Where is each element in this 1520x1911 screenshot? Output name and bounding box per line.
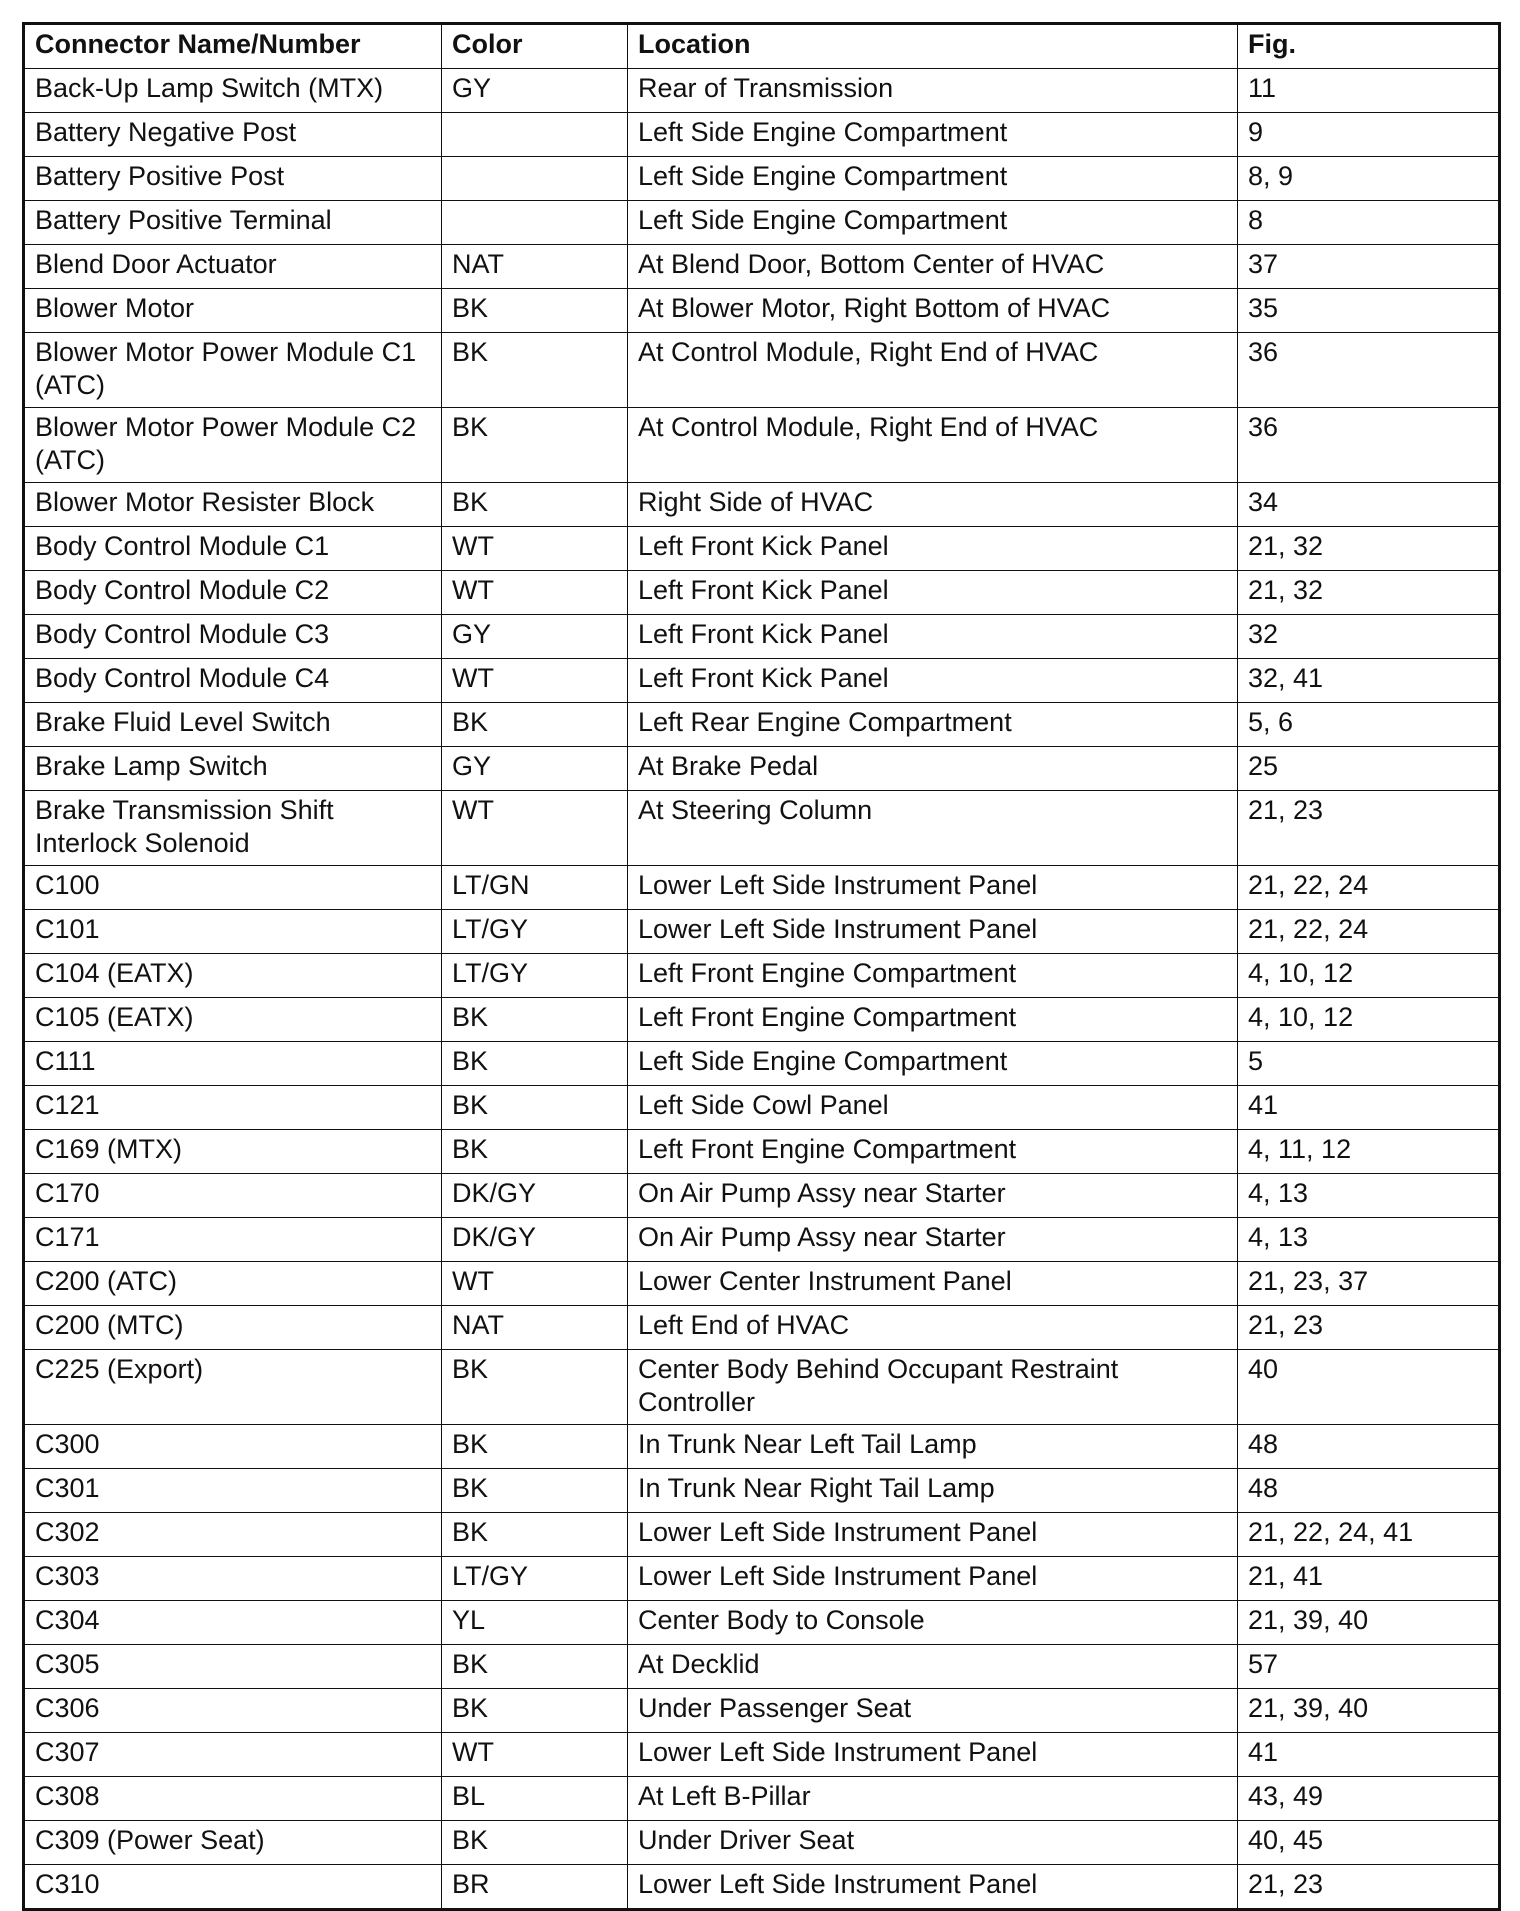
cell-color: WT [442,791,628,866]
cell-fig: 4, 13 [1238,1174,1500,1218]
table-row [24,527,1500,571]
cell-color: LT/GY [442,910,628,954]
cell-connector-name: Brake Transmission Shift Interlock Solenoid [24,791,442,866]
table-row [24,954,1500,998]
cell-fig: 4, 13 [1238,1218,1500,1262]
cell-fig: 5 [1238,1042,1500,1086]
cell-location: Left Side Engine Compartment [628,1042,1238,1086]
cell-color: BK [442,998,628,1042]
table-row [24,1733,1500,1777]
cell-connector-name: C305 [24,1645,442,1689]
cell-location: Lower Left Side Instrument Panel [628,1557,1238,1601]
table-row [24,1689,1500,1733]
cell-color: BK [442,1130,628,1174]
cell-connector-name: Brake Lamp Switch [24,747,442,791]
cell-location: At Decklid [628,1645,1238,1689]
cell-location: Left Side Engine Compartment [628,157,1238,201]
header-row [24,24,1500,69]
cell-connector-name: Battery Negative Post [24,113,442,157]
cell-color: GY [442,615,628,659]
table-row [24,1086,1500,1130]
table-row [24,1425,1500,1469]
table-row [24,747,1500,791]
cell-connector-name: Body Control Module C1 [24,527,442,571]
cell-location: On Air Pump Assy near Starter [628,1174,1238,1218]
cell-fig: 4, 10, 12 [1238,954,1500,998]
cell-location: Under Passenger Seat [628,1689,1238,1733]
cell-location: Left Front Engine Compartment [628,998,1238,1042]
table-row [24,157,1500,201]
cell-connector-name: C225 (Export) [24,1350,442,1425]
cell-color: BK [442,1513,628,1557]
table-row [24,1513,1500,1557]
cell-fig: 43, 49 [1238,1777,1500,1821]
cell-fig: 21, 23 [1238,791,1500,866]
table-row [24,1042,1500,1086]
table-row [24,289,1500,333]
cell-fig: 4, 10, 12 [1238,998,1500,1042]
header-fig: Fig. [1238,24,1500,69]
cell-location: At Control Module, Right End of HVAC [628,408,1238,483]
cell-connector-name: Blower Motor Resister Block [24,483,442,527]
cell-connector-name: C309 (Power Seat) [24,1821,442,1865]
cell-location: Right Side of HVAC [628,483,1238,527]
cell-color: BK [442,1821,628,1865]
cell-color: LT/GY [442,1557,628,1601]
table-row [24,659,1500,703]
table-row [24,866,1500,910]
table-row [24,1601,1500,1645]
cell-color: NAT [442,245,628,289]
cell-fig: 9 [1238,113,1500,157]
table-row [24,408,1500,483]
cell-location: Left Front Engine Compartment [628,954,1238,998]
cell-color [442,201,628,245]
cell-location: On Air Pump Assy near Starter [628,1218,1238,1262]
cell-color: BK [442,1042,628,1086]
cell-fig: 34 [1238,483,1500,527]
cell-location: Lower Center Instrument Panel [628,1262,1238,1306]
cell-connector-name: Blower Motor Power Module C2 (ATC) [24,408,442,483]
cell-location: Center Body to Console [628,1601,1238,1645]
cell-connector-name: C307 [24,1733,442,1777]
table-row [24,1262,1500,1306]
cell-fig: 21, 23 [1238,1306,1500,1350]
cell-color: BK [442,1086,628,1130]
cell-connector-name: C306 [24,1689,442,1733]
cell-color: BK [442,408,628,483]
cell-location: At Steering Column [628,791,1238,866]
table-row [24,571,1500,615]
cell-connector-name: C105 (EATX) [24,998,442,1042]
cell-fig: 25 [1238,747,1500,791]
table-row [24,1557,1500,1601]
cell-fig: 4, 11, 12 [1238,1130,1500,1174]
cell-connector-name: C104 (EATX) [24,954,442,998]
cell-color: DK/GY [442,1174,628,1218]
cell-connector-name: Battery Positive Terminal [24,201,442,245]
cell-fig: 8 [1238,201,1500,245]
cell-fig: 40 [1238,1350,1500,1425]
cell-fig: 57 [1238,1645,1500,1689]
cell-location: Left Front Kick Panel [628,659,1238,703]
table-row [24,201,1500,245]
table-row [24,703,1500,747]
cell-color: BK [442,1689,628,1733]
cell-fig: 41 [1238,1086,1500,1130]
cell-fig: 48 [1238,1425,1500,1469]
cell-connector-name: Brake Fluid Level Switch [24,703,442,747]
cell-location: Center Body Behind Occupant Restraint Controller [628,1350,1238,1425]
cell-connector-name: C171 [24,1218,442,1262]
cell-fig: 32, 41 [1238,659,1500,703]
table-row [24,113,1500,157]
header-connector-name: Connector Name/Number [24,24,442,69]
table-row [24,1645,1500,1689]
cell-color: YL [442,1601,628,1645]
cell-color: LT/GY [442,954,628,998]
cell-color: BK [442,289,628,333]
table-row [24,245,1500,289]
table-row [24,998,1500,1042]
cell-location: At Brake Pedal [628,747,1238,791]
cell-location: In Trunk Near Right Tail Lamp [628,1469,1238,1513]
table-row [24,333,1500,408]
cell-color: BK [442,1425,628,1469]
cell-connector-name: C301 [24,1469,442,1513]
table-row [24,791,1500,866]
cell-connector-name: Body Control Module C4 [24,659,442,703]
connector-table [22,22,1501,1911]
cell-location: Left End of HVAC [628,1306,1238,1350]
cell-location: Left Side Engine Compartment [628,113,1238,157]
cell-connector-name: C308 [24,1777,442,1821]
cell-fig: 21, 41 [1238,1557,1500,1601]
cell-location: At Control Module, Right End of HVAC [628,333,1238,408]
cell-location: In Trunk Near Left Tail Lamp [628,1425,1238,1469]
cell-color: BR [442,1865,628,1910]
cell-location: Lower Left Side Instrument Panel [628,910,1238,954]
cell-color: WT [442,571,628,615]
cell-connector-name: Blower Motor Power Module C1 (ATC) [24,333,442,408]
cell-color: DK/GY [442,1218,628,1262]
cell-location: Under Driver Seat [628,1821,1238,1865]
table-row [24,1469,1500,1513]
cell-fig: 48 [1238,1469,1500,1513]
cell-fig: 21, 22, 24 [1238,910,1500,954]
cell-connector-name: Body Control Module C3 [24,615,442,659]
table-row [24,1865,1500,1910]
cell-connector-name: C170 [24,1174,442,1218]
cell-fig: 36 [1238,408,1500,483]
cell-fig: 21, 22, 24, 41 [1238,1513,1500,1557]
cell-color: GY [442,747,628,791]
cell-connector-name: C169 (MTX) [24,1130,442,1174]
cell-color: LT/GN [442,866,628,910]
cell-connector-name: C111 [24,1042,442,1086]
cell-connector-name: C200 (ATC) [24,1262,442,1306]
table-row [24,1821,1500,1865]
cell-location: Lower Left Side Instrument Panel [628,1733,1238,1777]
cell-location: At Blower Motor, Right Bottom of HVAC [628,289,1238,333]
cell-color: WT [442,1733,628,1777]
table-row [24,1174,1500,1218]
table-row [24,1777,1500,1821]
table-row [24,69,1500,113]
table-row [24,615,1500,659]
cell-fig: 40, 45 [1238,1821,1500,1865]
cell-color: BK [442,333,628,408]
table-row [24,1218,1500,1262]
cell-color: WT [442,527,628,571]
cell-fig: 21, 32 [1238,527,1500,571]
cell-connector-name: C101 [24,910,442,954]
cell-fig: 21, 39, 40 [1238,1601,1500,1645]
table-body [24,69,1500,1910]
cell-location: Lower Left Side Instrument Panel [628,1865,1238,1910]
cell-connector-name: C310 [24,1865,442,1910]
cell-fig: 32 [1238,615,1500,659]
cell-connector-name: C302 [24,1513,442,1557]
cell-fig: 8, 9 [1238,157,1500,201]
cell-connector-name: Blower Motor [24,289,442,333]
cell-color [442,113,628,157]
header-location: Location [628,24,1238,69]
cell-connector-name: C200 (MTC) [24,1306,442,1350]
cell-color: BK [442,1469,628,1513]
table-row [24,483,1500,527]
cell-location: Left Front Kick Panel [628,615,1238,659]
cell-color: BK [442,703,628,747]
cell-connector-name: Blend Door Actuator [24,245,442,289]
header-color: Color [442,24,628,69]
cell-fig: 37 [1238,245,1500,289]
cell-connector-name: Battery Positive Post [24,157,442,201]
cell-location: Lower Left Side Instrument Panel [628,1513,1238,1557]
cell-color [442,157,628,201]
table-row [24,1350,1500,1425]
cell-connector-name: Back-Up Lamp Switch (MTX) [24,69,442,113]
cell-fig: 41 [1238,1733,1500,1777]
cell-location: Left Side Cowl Panel [628,1086,1238,1130]
cell-location: Left Side Engine Compartment [628,201,1238,245]
cell-connector-name: C121 [24,1086,442,1130]
cell-fig: 21, 23, 37 [1238,1262,1500,1306]
cell-fig: 21, 39, 40 [1238,1689,1500,1733]
cell-color: BK [442,483,628,527]
cell-fig: 35 [1238,289,1500,333]
cell-color: BK [442,1645,628,1689]
cell-location: Left Front Kick Panel [628,571,1238,615]
cell-connector-name: C303 [24,1557,442,1601]
cell-location: Rear of Transmission [628,69,1238,113]
cell-location: At Left B-Pillar [628,1777,1238,1821]
cell-color: NAT [442,1306,628,1350]
cell-location: At Blend Door, Bottom Center of HVAC [628,245,1238,289]
table-row [24,910,1500,954]
cell-color: BL [442,1777,628,1821]
cell-location: Left Front Kick Panel [628,527,1238,571]
cell-fig: 36 [1238,333,1500,408]
cell-color: WT [442,659,628,703]
cell-connector-name: Body Control Module C2 [24,571,442,615]
cell-connector-name: C100 [24,866,442,910]
cell-fig: 5, 6 [1238,703,1500,747]
cell-fig: 21, 22, 24 [1238,866,1500,910]
cell-connector-name: C304 [24,1601,442,1645]
cell-location: Left Rear Engine Compartment [628,703,1238,747]
cell-fig: 21, 23 [1238,1865,1500,1910]
cell-location: Left Front Engine Compartment [628,1130,1238,1174]
cell-fig: 11 [1238,69,1500,113]
cell-color: BK [442,1350,628,1425]
cell-color: GY [442,69,628,113]
cell-color: WT [442,1262,628,1306]
cell-fig: 21, 32 [1238,571,1500,615]
cell-location: Lower Left Side Instrument Panel [628,866,1238,910]
cell-connector-name: C300 [24,1425,442,1469]
table-row [24,1306,1500,1350]
table-row [24,1130,1500,1174]
